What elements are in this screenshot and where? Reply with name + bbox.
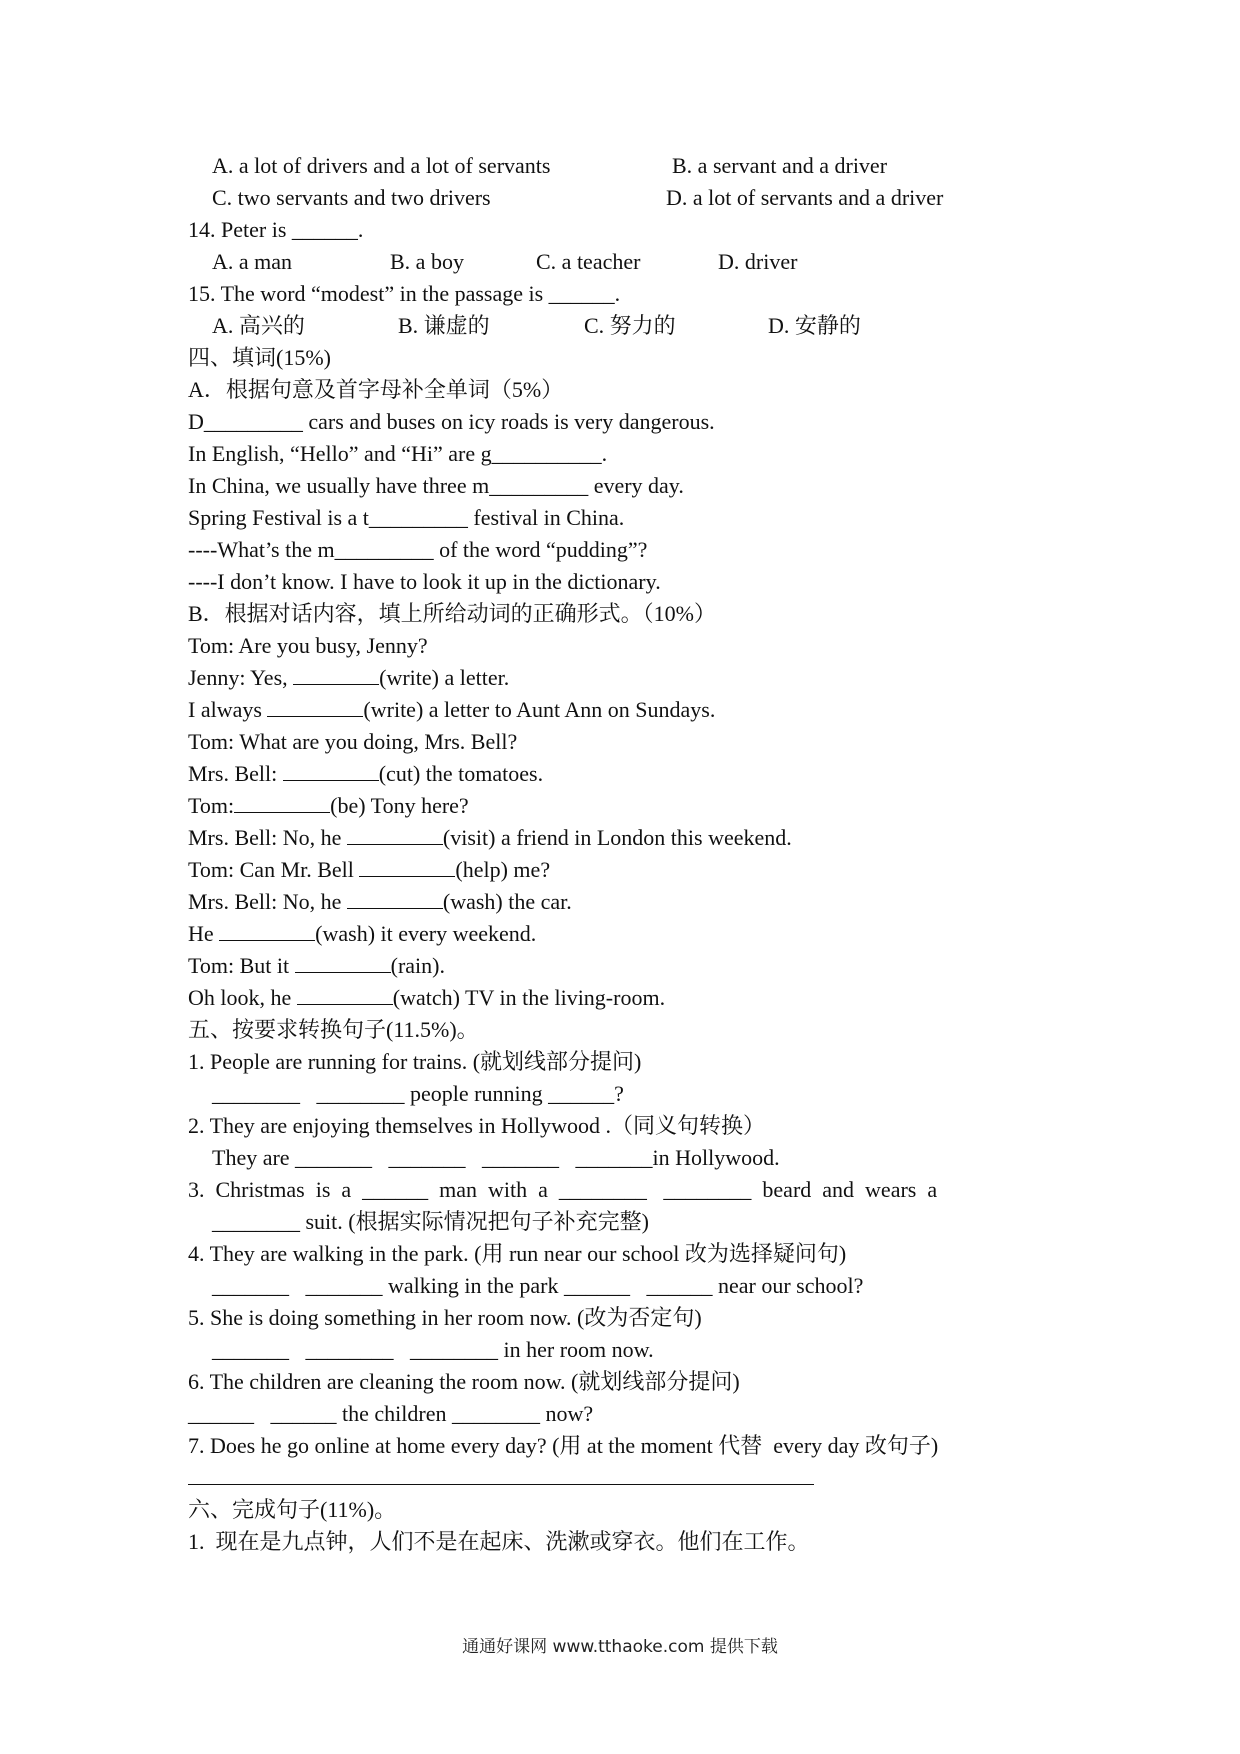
dialog-line-12: Oh look, he (watch) TV in the living-room. [188,985,666,1010]
transform-item-3: 3. Christmas is a ______ man with a ________ ________ beard and wears a [188,1177,938,1202]
dialog-line-3: I always (write) a letter to Aunt Ann on Sundays. [188,697,716,722]
dialog-line-6: Tom: (be) Tony here? [188,793,469,818]
transform-item-4: 4. They are walking in the park. (用 run near our school 改为选择疑问句) [188,1241,847,1266]
answer-blank[interactable] [359,856,455,877]
dialog-line-2: Jenny: Yes, (write) a letter. [188,665,510,690]
section-5-heading: 五、按要求转换句子(11.5%)。 [188,1017,479,1042]
answer-blank[interactable] [347,824,443,845]
dialog-line-10: He (wash) it every weekend. [188,921,537,946]
transform-item-2: 2. They are enjoying themselves in Hollywood .（同义句转换） [188,1113,766,1138]
part-a-item-5: ----What’s the m_________ of the word “pudding”? [188,537,648,562]
q13-option-d: D. a lot of servants and a driver [666,185,944,210]
transform-item-5-answer: _______ ________ ________ in her room now. [212,1337,654,1362]
part-a-item-6: ----I don’t know. I have to look it up in the dictionary. [188,569,661,594]
q14-option-a: A. a man [212,249,293,274]
part-a-item-3: In China, we usually have three m_________ every day. [188,473,684,498]
transform-item-1: 1. People are running for trains. (就划线部分提问) [188,1049,642,1074]
q14-option-c: C. a teacher [536,249,641,274]
q13-option-b: B. a servant and a driver [672,153,888,178]
q15-option-d: D. 安静的 [768,313,861,338]
dialog-line-8: Tom: Can Mr. Bell (help) me? [188,857,551,882]
dialog-line-11: Tom: But it (rain). [188,953,445,978]
section-6-heading: 六、完成句子(11%)。 [188,1497,397,1522]
q13-option-a: A. a lot of drivers and a lot of servants [212,153,551,178]
section-4-heading: 四、填词(15%) [188,345,331,370]
transform-item-1-answer: ________ ________ people running ______? [212,1081,624,1106]
transform-item-6: 6. The children are cleaning the room now. (就划线部分提问) [188,1369,740,1394]
q13-option-c: C. two servants and two drivers [212,185,491,210]
answer-blank[interactable] [293,664,379,685]
answer-blank[interactable] [219,920,315,941]
q14-question: 14. Peter is ______. [188,217,364,242]
complete-item-1: 1. 现在是九点钟，人们不是在起床、洗漱或穿衣。他们在工作。 [188,1529,810,1554]
transform-item-6-answer: ______ ______ the children ________ now? [188,1401,594,1426]
transform-item-4-answer: _______ _______ walking in the park ______ ______ near our school? [212,1273,864,1298]
answer-blank[interactable] [267,696,363,717]
answer-blank[interactable] [347,888,443,909]
q14-option-b: B. a boy [390,249,464,274]
answer-blank[interactable] [297,984,393,1005]
q15-option-b: B. 谦虚的 [398,313,490,338]
answer-line[interactable] [188,1484,814,1485]
answer-blank[interactable] [283,760,379,781]
part-a-item-4: Spring Festival is a t_________ festival in China. [188,505,625,530]
dialog-line-4: Tom: What are you doing, Mrs. Bell? [188,729,518,754]
dialog-line-9: Mrs. Bell: No, he (wash) the car. [188,889,572,914]
part-a-item-1: D_________ cars and buses on icy roads is very dangerous. [188,409,715,434]
transform-item-2-answer: They are _______ _______ _______ _______in Hollywood. [212,1145,780,1170]
section-4b-heading: B．根据对话内容，填上所给动词的正确形式。（10%） [188,601,717,626]
answer-blank[interactable] [295,952,391,973]
section-4a-heading: A．根据句意及首字母补全单词（5%） [188,377,564,402]
page-footer: 通通好课网 www.tthaoke.com 提供下载 [462,1637,778,1657]
dialog-line-1: Tom: Are you busy, Jenny? [188,633,428,658]
q14-option-d: D. driver [718,249,798,274]
part-a-item-2: In English, “Hello” and “Hi” are g__________. [188,441,608,466]
dialog-line-7: Mrs. Bell: No, he (visit) a friend in London this weekend. [188,825,792,850]
q15-question: 15. The word “modest” in the passage is ______. [188,281,621,306]
transform-item-5: 5. She is doing something in her room now. (改为否定句) [188,1305,702,1330]
q15-option-a: A. 高兴的 [212,313,305,338]
dialog-line-5: Mrs. Bell: (cut) the tomatoes. [188,761,544,786]
q15-option-c: C. 努力的 [584,313,676,338]
answer-blank[interactable] [234,792,330,813]
transform-item-7: 7. Does he go online at home every day? (用 at the moment 代替 every day 改句子) [188,1433,939,1458]
transform-item-3-answer: ________ suit. (根据实际情况把句子补充完整) [212,1209,649,1234]
